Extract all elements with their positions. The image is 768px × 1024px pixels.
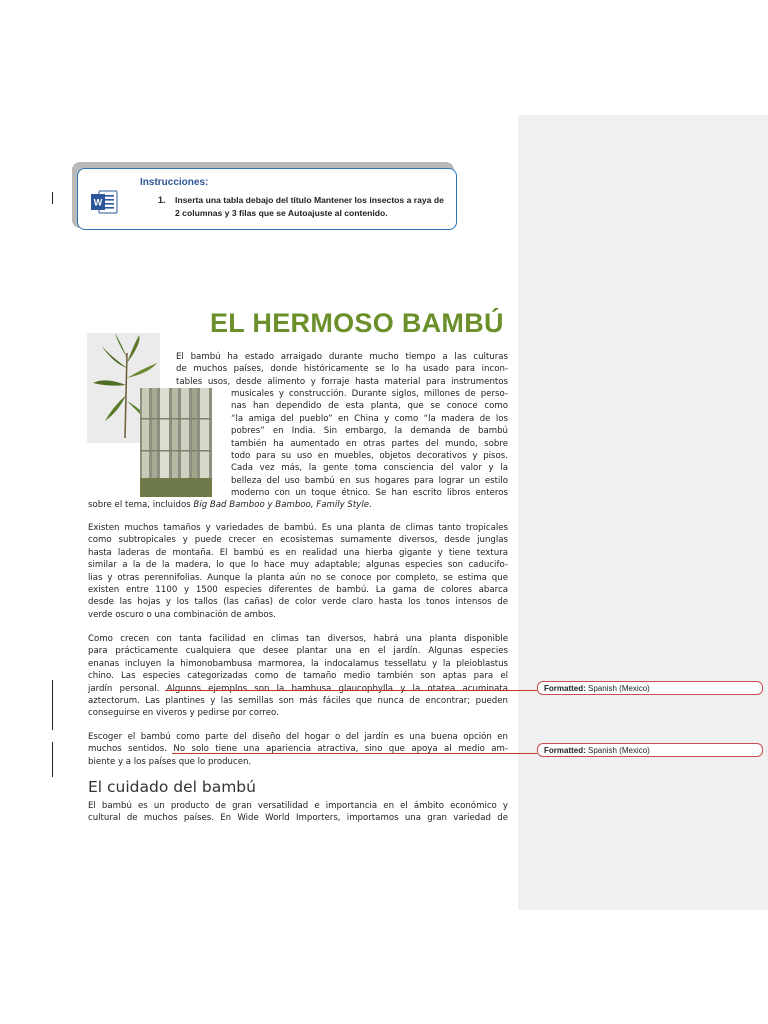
text-cursor	[52, 192, 53, 204]
section-heading: El cuidado del bambú	[88, 778, 256, 796]
text-line: conseguirse en viveros y pedirse por correo.	[88, 708, 279, 719]
text-line: hasta laderas de montaña. El bambú es en realidad una hierba gigante y tiene textura	[88, 547, 508, 558]
text-line: enanas incluyen la himonobambusa marmorea, la indocalamus tessellatu y la pleioblastus	[88, 658, 508, 669]
text-line: moderno con un toque étnico. Se han escrito libros enteros	[231, 488, 508, 499]
text-line: verde oscuro o una combinación de ambos.	[88, 609, 276, 620]
revision-connector	[165, 690, 537, 691]
paragraph-5	[88, 800, 508, 825]
instruction-box	[77, 168, 457, 230]
text-line: “la amiga del pueblo” en China y como “la madera de los	[231, 413, 508, 424]
change-bar	[52, 680, 53, 730]
text-line: cultural de muchos países. En Wide World Importers, importamos una gran variedad de	[88, 813, 508, 824]
document-title: EL HERMOSO BAMBÚ	[210, 308, 504, 338]
text-line: de muchos países, donde históricamente se lo ha usado para incon-	[176, 364, 508, 375]
paragraph-1-continued	[231, 388, 508, 500]
text-run: sobre el tema, incluidos	[88, 500, 194, 510]
text-line: desde las hojas y los tallos (las cañas) de color verde claro hasta los tonos intensos de	[88, 597, 508, 608]
paragraph-1	[176, 351, 508, 388]
instruction-line: 2 columnas y 3 filas que se Autoajuste al contenido.	[175, 208, 388, 218]
text-line: Cada vez más, la gente toma consciencia del valor y la	[231, 463, 508, 474]
instruction-line: Inserta una tabla debajo del título Mantener los insectos a raya de	[175, 195, 444, 205]
instruction-number: 1.	[158, 195, 166, 205]
text-line: chino. Las especies categorizadas como de tamaño medio también son aptas para el	[88, 671, 508, 682]
text-line: jardín personal. Algunos ejemplos son la bambusa glaucophylla y la otatea acuminata	[88, 683, 508, 694]
revision-connector	[172, 753, 537, 754]
instructions-title: Instrucciones:	[140, 177, 209, 188]
comment-label: Formatted:	[544, 684, 586, 693]
text-line: musicales y construcción. Durante siglos, millones de perso-	[231, 389, 508, 399]
markup-pane	[518, 115, 768, 910]
text-line: Existen muchos tamaños y variedades de bambú. Es una planta de climas tanto tropicales	[88, 523, 508, 533]
book-titles: Big Bad Bamboo y Bamboo, Family Style	[193, 500, 370, 510]
instruction-text	[175, 194, 447, 220]
text-line: belleza del uso bambú en sus hogares para lograr un estilo	[231, 475, 508, 486]
svg-text:W: W	[93, 197, 103, 208]
comment-text: Spanish (Mexico)	[588, 746, 650, 755]
paragraph-3	[88, 633, 508, 720]
text-line: similar a la de la madera, lo que lo hace muy adaptable; algunas especies son caducifo-	[88, 560, 508, 571]
text-line: pobres” en India. Sin embargo, la demanda de bambú	[231, 426, 508, 437]
text-line: lias y otras perennifolias. Aunque la planta aún no se conoce por completo, se estima que	[88, 572, 508, 583]
text-line: El bambú es un producto de gran versatilidad e importancia en el ámbito económico y	[88, 801, 508, 811]
text-line: El bambú ha estado arraigado durante mucho tiempo a las culturas	[176, 352, 508, 362]
text-line: para prácticamente cualquiera que desee plantar una en el jardín. Algunas especies	[88, 646, 508, 657]
formatting-comment[interactable]	[537, 681, 763, 695]
text-line: tables usos, desde alimento y forraje hasta material para instrumentos	[176, 376, 508, 387]
text-line: nas han dependido de esta planta, que se conoce como	[231, 401, 508, 412]
text-line: existen entre 1100 y 1500 especies diferentes de bambú. La gama de colores abarca	[88, 585, 508, 596]
formatting-comment[interactable]	[537, 743, 763, 757]
text-line: aztectorum. Las plantines y las semillas son más fáciles que nunca de encontrar; pueden	[88, 696, 508, 707]
text-line: también ha aumentado en otras partes del mundo, sobre	[231, 438, 508, 449]
paragraph-2	[88, 522, 508, 621]
text-line: muchos sentidos. No solo tiene una apariencia atractiva, sino que apoya al medio am-	[88, 744, 508, 755]
comment-label: Formatted:	[544, 746, 586, 755]
text-line: todo para su uso en muebles, objetos decorativos y pisos.	[231, 451, 508, 462]
change-bar	[52, 742, 53, 777]
text-line	[88, 499, 508, 511]
text-line: Como crecen con tanta facilidad en climas tan diversos, habrá una planta disponible	[88, 634, 508, 644]
comment-text: Spanish (Mexico)	[588, 684, 650, 693]
bamboo-forest-image	[140, 388, 212, 497]
text-run: .	[369, 500, 372, 510]
word-icon	[90, 189, 118, 215]
text-line: Escoger el bambú como parte del diseño del hogar o del jardín es una buena opción en	[88, 732, 508, 742]
text-line: como subtropicales y puede crecer en ecosistemas sumamente diversos, desde junglas	[88, 535, 508, 546]
paragraph-1-last-line	[88, 499, 508, 511]
paragraph-4	[88, 731, 508, 768]
text-line: biente y a los países que lo producen.	[88, 756, 252, 767]
